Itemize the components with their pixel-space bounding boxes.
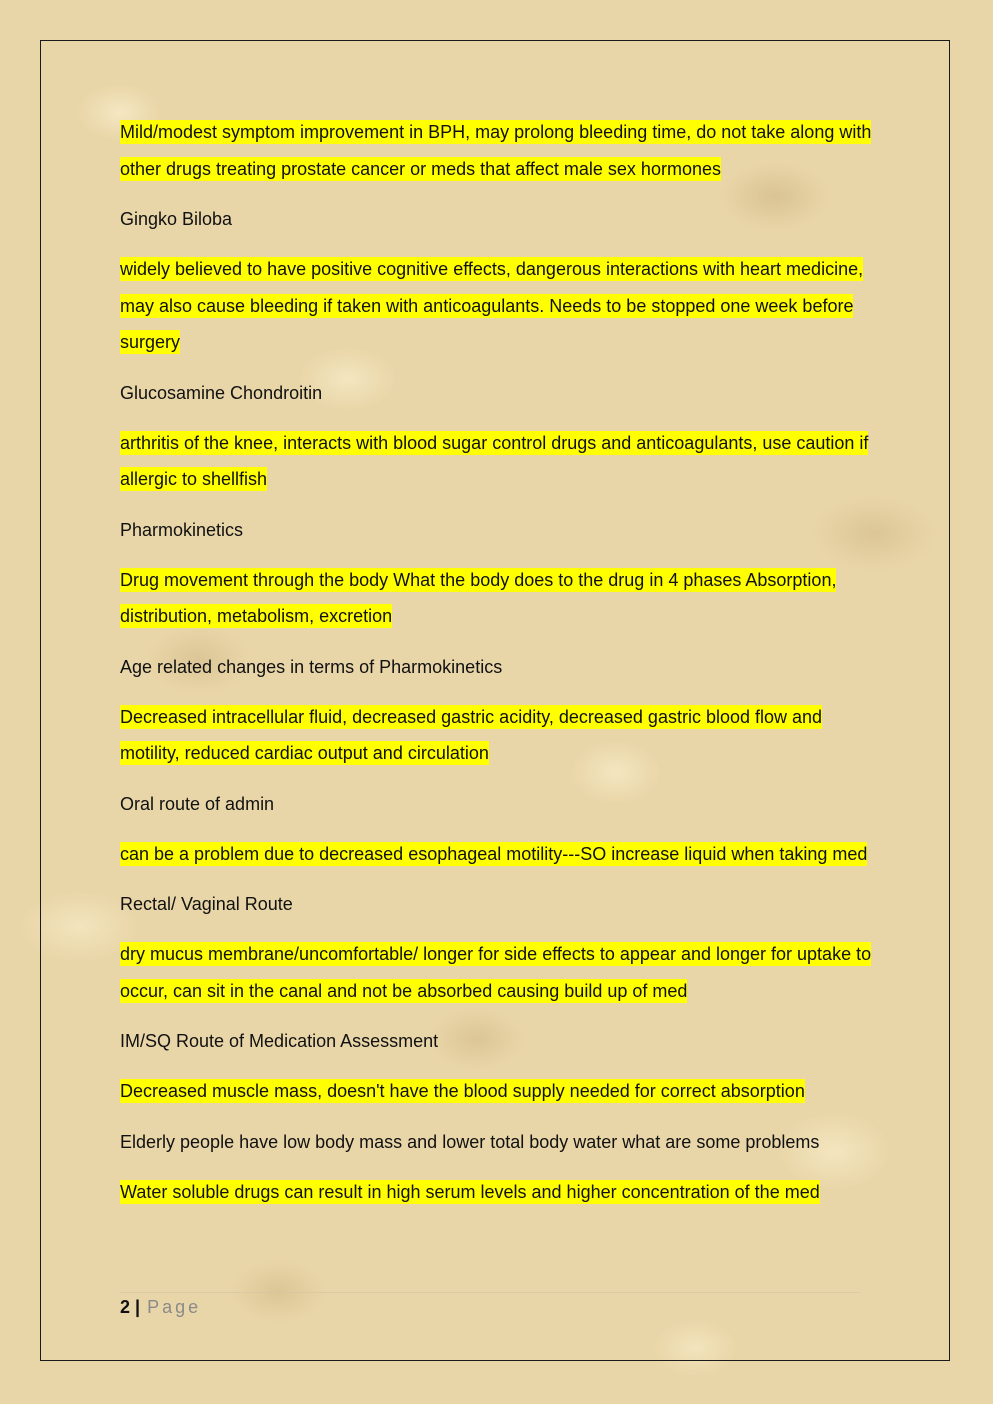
flashcard-answer <box>120 1174 880 1211</box>
highlighted-answer-text: Mild/modest symptom improvement in BPH, may prolong bleeding time, do not take along with other drugs treating prostate cancer or meds that affect male sex hormones <box>120 122 872 179</box>
highlighted-answer-text: Decreased intracellular fluid, decreased gastric acidity, decreased gastric blood flow and motility, reduced cardiac output and circulation <box>120 706 823 763</box>
flashcard-answer <box>120 836 880 873</box>
footer-divider <box>120 1292 860 1293</box>
highlighted-answer-text: arthritis of the knee, interacts with blood sugar control drugs and anticoagulants, use caution if allergic to shellfish <box>120 432 869 489</box>
highlighted-answer-text: Drug movement through the body What the body does to the drug in 4 phases Absorption, distribution, metabolism, excretion <box>120 569 837 626</box>
page-number: 2 <box>120 1297 131 1317</box>
flashcard-answer <box>120 936 880 1009</box>
flashcard-answer <box>120 425 880 498</box>
flashcard-answer <box>120 1073 880 1110</box>
flashcard-term: Pharmokinetics <box>120 519 244 540</box>
flashcard-term: IM/SQ Route of Medication Assessment <box>120 1031 439 1051</box>
flashcard-term: Elderly people have low body mass and lower total body water what are some problems <box>120 1131 820 1152</box>
page-footer <box>120 1294 201 1320</box>
flashcard-answer <box>120 699 880 772</box>
highlighted-answer-text: Water soluble drugs can result in high serum levels and higher concentration of the med <box>120 1181 820 1202</box>
footer-separator: | <box>135 1297 141 1317</box>
highlighted-answer-text: Decreased muscle mass, doesn't have the blood supply needed for correct absorption <box>120 1081 805 1101</box>
flashcard-term: Rectal/ Vaginal Route <box>120 894 293 914</box>
flashcard-term: Age related changes in terms of Pharmokinetics <box>120 656 503 677</box>
highlighted-answer-text: dry mucus membrane/uncomfortable/ longer for side effects to appear and longer for uptake to occur, can sit in the canal and not be absorbed causing build up of med <box>120 944 872 1001</box>
flashcard-answer <box>120 251 880 361</box>
flashcard-term: Gingko Biloba <box>120 209 233 229</box>
page-label: Page <box>147 1297 202 1317</box>
highlighted-answer-text: widely believed to have positive cognitive effects, dangerous interactions with heart medicine, may also cause bleeding if taken with anticoagulants. Needs to be stopped one week before surgery <box>120 259 864 352</box>
flashcard-answer <box>120 114 880 187</box>
highlighted-answer-text: can be a problem due to decreased esophageal motility---SO increase liquid when taking med <box>120 843 868 864</box>
document-body <box>120 114 880 1224</box>
flashcard-answer <box>120 562 880 635</box>
flashcard-term: Oral route of admin <box>120 793 275 814</box>
flashcard-term: Glucosamine Chondroitin <box>120 382 323 403</box>
